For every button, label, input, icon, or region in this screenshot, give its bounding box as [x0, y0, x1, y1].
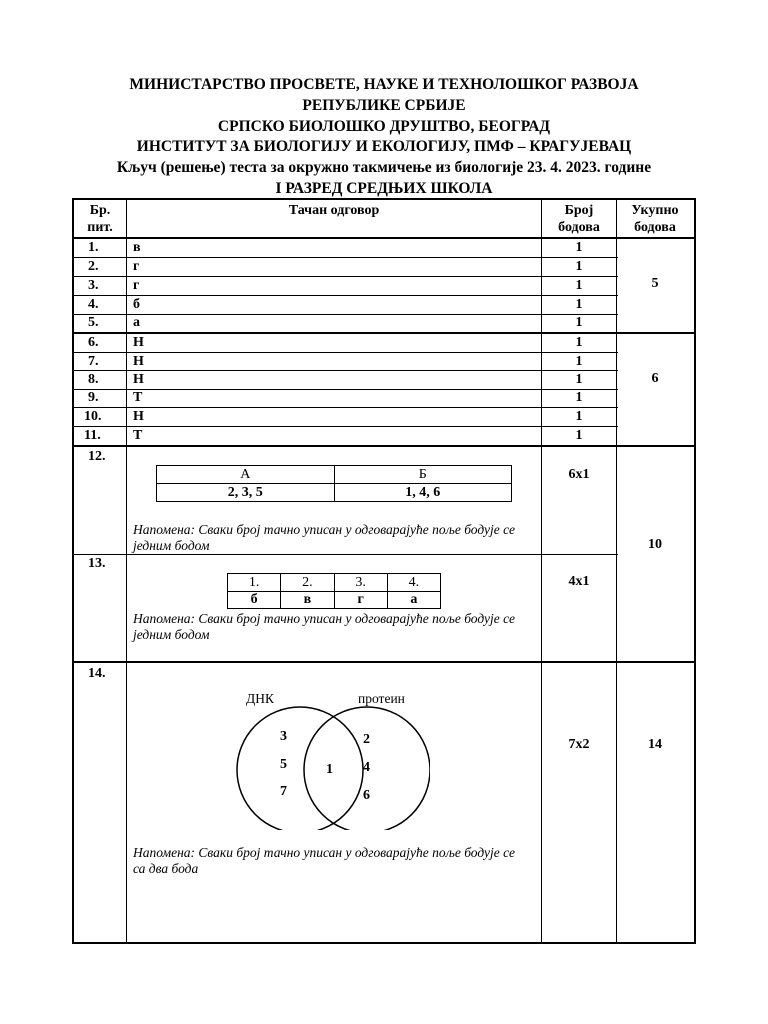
- header-number-cell: [74, 202, 126, 236]
- question-number: 7.: [88, 354, 99, 369]
- answer-value: г: [133, 278, 140, 293]
- points-value: 1: [575, 354, 583, 369]
- q13-header-cell: 1.: [228, 574, 281, 592]
- points-value: 1: [575, 278, 583, 293]
- question-number: 11.: [84, 428, 101, 443]
- q13-header-cell: 3.: [334, 574, 387, 592]
- header-total-cell: [617, 202, 693, 236]
- venn-circle-dna: [237, 707, 363, 830]
- venn-intersection-value: 1: [326, 762, 333, 777]
- question-number: 12.: [88, 449, 106, 464]
- header-points-line2: бодова: [558, 220, 600, 235]
- header-total-line1: Укупно: [631, 203, 679, 218]
- q12-note-line1: Напомена: Сваки број тачно уписан у одговарајуће поље бодује се: [133, 522, 515, 537]
- question-number: 14.: [88, 666, 106, 681]
- q12-column-b-value: 1, 4, 6: [334, 484, 512, 502]
- q13-value-cell: а: [387, 592, 440, 609]
- header-line-society: СРПСКО БИОЛОШКО ДРУШТВО, БЕОГРАД: [217, 118, 551, 135]
- points-value: 1: [575, 390, 583, 405]
- header-line-test-key: Кључ (решење) теста за окружно такмичење из биологије 23. 4. 2023. године: [116, 159, 652, 176]
- venn-protein-value: 6: [363, 788, 370, 803]
- q12-note-line2: једним бодом: [133, 538, 210, 553]
- q13-header-cell: 2.: [281, 574, 334, 592]
- points-value: 1: [575, 240, 583, 255]
- question-number: 8.: [88, 372, 99, 387]
- points-value: 1: [575, 297, 583, 312]
- row-divider: [73, 554, 618, 555]
- question-number: 3.: [88, 278, 99, 293]
- answer-value: в: [133, 240, 141, 255]
- venn-dna-value: 3: [280, 729, 287, 744]
- question-number: 10.: [84, 409, 102, 424]
- answer-value: г: [133, 259, 140, 274]
- points-value: 1: [575, 335, 583, 350]
- points-value: 1: [575, 259, 583, 274]
- q13-value-cell: в: [281, 592, 334, 609]
- q13-note: [133, 611, 515, 643]
- venn-protein-value: 4: [363, 760, 370, 775]
- row-divider: [73, 276, 618, 277]
- header-number-line2: пит.: [87, 220, 113, 235]
- row-divider: [73, 370, 618, 371]
- answer-value: Т: [133, 428, 143, 443]
- venn-dna-value: 7: [280, 784, 287, 799]
- q13-note-line2: једним бодом: [133, 627, 210, 642]
- row-divider: [73, 389, 618, 390]
- total-points-group-4: 14: [648, 737, 662, 752]
- q12-column-a-value: 2, 3, 5: [157, 484, 335, 502]
- q12-note: [133, 522, 515, 554]
- column-divider: [126, 199, 127, 942]
- answer-value: б: [133, 297, 140, 312]
- q12-column-a-header: А: [157, 466, 335, 484]
- venn-protein-value: 2: [363, 732, 370, 747]
- answer-value: Н: [133, 409, 144, 424]
- venn-dna-value: 5: [280, 757, 287, 772]
- q12-answer-table: [156, 465, 512, 502]
- q13-value-cell: б: [228, 592, 281, 609]
- total-points-group-2: 6: [651, 371, 659, 386]
- question-number: 2.: [88, 259, 99, 274]
- row-divider: [73, 661, 695, 663]
- header-number-line1: Бр.: [89, 203, 111, 218]
- points-value: 1: [575, 372, 583, 387]
- question-number: 13.: [88, 556, 106, 571]
- row-divider: [73, 257, 618, 258]
- header-line-republic: РЕПУБЛИКЕ СРБИЈЕ: [302, 97, 466, 114]
- q14-note-line2: са два бода: [133, 861, 199, 876]
- q13-value-cell: г: [334, 592, 387, 609]
- venn-label-dna: ДНК: [246, 691, 274, 706]
- points-value: 1: [575, 428, 583, 443]
- question-number: 9.: [88, 390, 99, 405]
- row-divider: [73, 352, 618, 353]
- question-number: 5.: [88, 315, 99, 330]
- header-line-grade: I РАЗРЕД СРЕДЊИХ ШКОЛА: [275, 180, 493, 197]
- q12-column-b-header: Б: [334, 466, 512, 484]
- row-divider: [73, 445, 695, 447]
- header-line-institute: ИНСТИТУТ ЗА БИОЛОГИЈУ И ЕКОЛОГИЈУ, ПМФ – КРАГУЈЕВАЦ: [136, 138, 632, 155]
- q13-note-line1: Напомена: Сваки број тачно уписан у одговарајуће поље бодује се: [133, 611, 515, 626]
- answer-value: Н: [133, 372, 144, 387]
- q14-note-line1: Напомена: Сваки број тачно уписан у одговарајуће поље бодује се: [133, 845, 515, 860]
- q13-header-cell: 4.: [387, 574, 440, 592]
- q14-note: [133, 845, 515, 877]
- question-number: 1.: [88, 240, 99, 255]
- answer-value: а: [133, 315, 140, 330]
- points-value: 1: [575, 315, 583, 330]
- header-points-cell: [542, 202, 616, 236]
- row-divider: [73, 237, 695, 239]
- answer-value: Н: [133, 354, 144, 369]
- row-divider: [73, 426, 618, 427]
- row-divider: [73, 295, 618, 296]
- q13-points: 4x1: [568, 574, 590, 589]
- header-points-line1: Број: [564, 203, 594, 218]
- question-number: 4.: [88, 297, 99, 312]
- row-divider: [73, 332, 695, 334]
- row-divider: [73, 314, 618, 315]
- q14-points: 7x2: [568, 737, 590, 752]
- column-divider: [616, 199, 617, 942]
- header-line-ministry: МИНИСТАРСТВО ПРОСВЕТЕ, НАУКЕ И ТЕХНОЛОШКОГ РАЗВОЈА: [129, 76, 639, 93]
- total-points-group-1: 5: [651, 276, 659, 291]
- row-divider: [73, 407, 618, 408]
- venn-label-protein: протеин: [358, 691, 405, 706]
- total-points-group-3: 10: [648, 537, 662, 552]
- q12-points: 6x1: [568, 467, 590, 482]
- header-total-line2: бодова: [634, 220, 676, 235]
- header-answer-cell: Тачан одговор: [288, 203, 380, 218]
- q13-answer-table: [227, 573, 441, 609]
- answer-value: Т: [133, 390, 143, 405]
- answer-value: Н: [133, 335, 144, 350]
- points-value: 1: [575, 409, 583, 424]
- question-number: 6.: [88, 335, 99, 350]
